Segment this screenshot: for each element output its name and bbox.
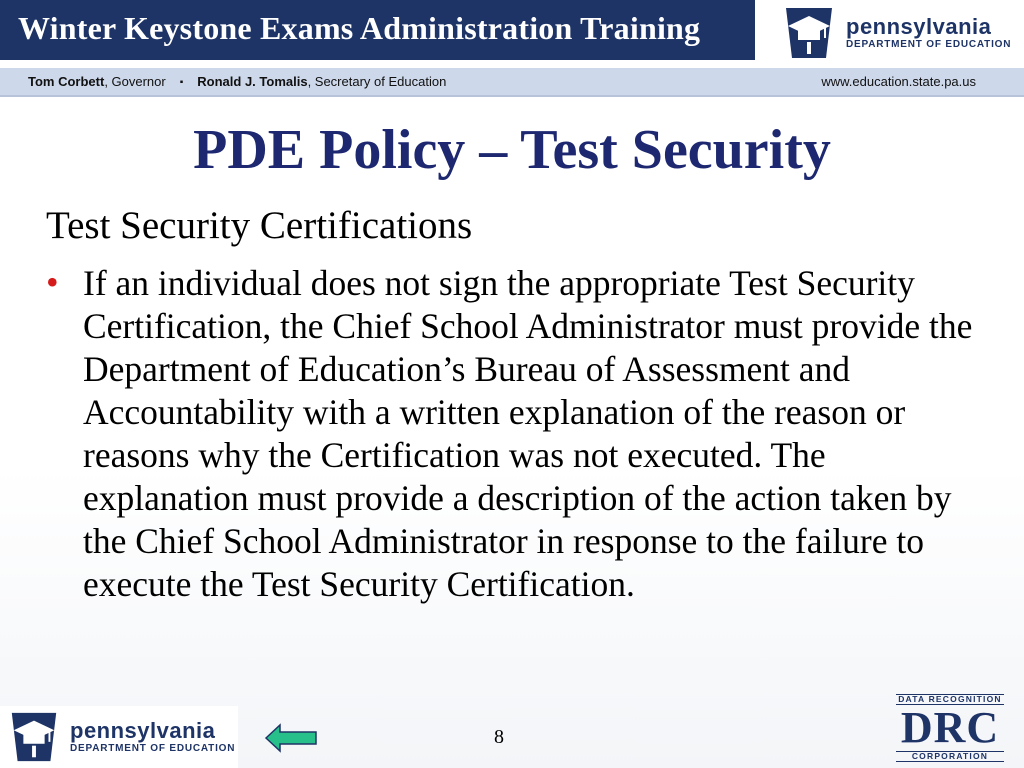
pa-keystone-icon (6, 709, 62, 765)
bullet-text: If an individual does not sign the appropriate Test Security Certification, the Chief School Administrator must provide the Department of Education’s Bureau of Assessment and Accountability with a written explanation of the reason or reasons why the Certification was not executed. The explanation must provide a description of the action taken by the Chief School Administrator in response to the failure to execute the Test Security Certification. (83, 263, 973, 604)
left-arrow-icon[interactable] (264, 723, 318, 753)
drc-logo-bottom: CORPORATION (896, 751, 1004, 762)
slide-title: PDE Policy – Test Security (193, 119, 831, 181)
presentation-title: Winter Keystone Exams Administration Training (18, 10, 701, 46)
drc-logo-top: DATA RECOGNITION (896, 694, 1004, 705)
pa-logo-dept: DEPARTMENT OF EDUCATION (846, 39, 1012, 50)
pa-logo-name: pennsylvania (70, 718, 216, 743)
pa-keystone-icon (780, 4, 838, 62)
separator-glyph: ▪ (179, 77, 184, 88)
bullet-dot-icon: • (46, 262, 59, 302)
governor-role: , Governor (104, 74, 166, 89)
title-bar (0, 0, 755, 60)
pa-logo-top (774, 2, 1024, 62)
pa-logo-dept: DEPARTMENT OF EDUCATION (70, 743, 236, 754)
pa-logo-bottom (0, 706, 238, 768)
secretary-role: , Secretary of Education (307, 74, 447, 89)
page-number: 8 (494, 726, 504, 748)
secretary-name: Ronald J. Tomalis (197, 74, 308, 89)
slide-subtitle: Test Security Certifications (46, 204, 473, 247)
government-bar (0, 68, 1024, 97)
drc-logo (896, 694, 1004, 760)
pa-logo-name: pennsylvania (846, 14, 992, 39)
website-url: www.education.state.pa.us (821, 74, 976, 89)
drc-logo-mark: DRC (900, 703, 1000, 752)
governor-name: Tom Corbett (28, 74, 105, 89)
